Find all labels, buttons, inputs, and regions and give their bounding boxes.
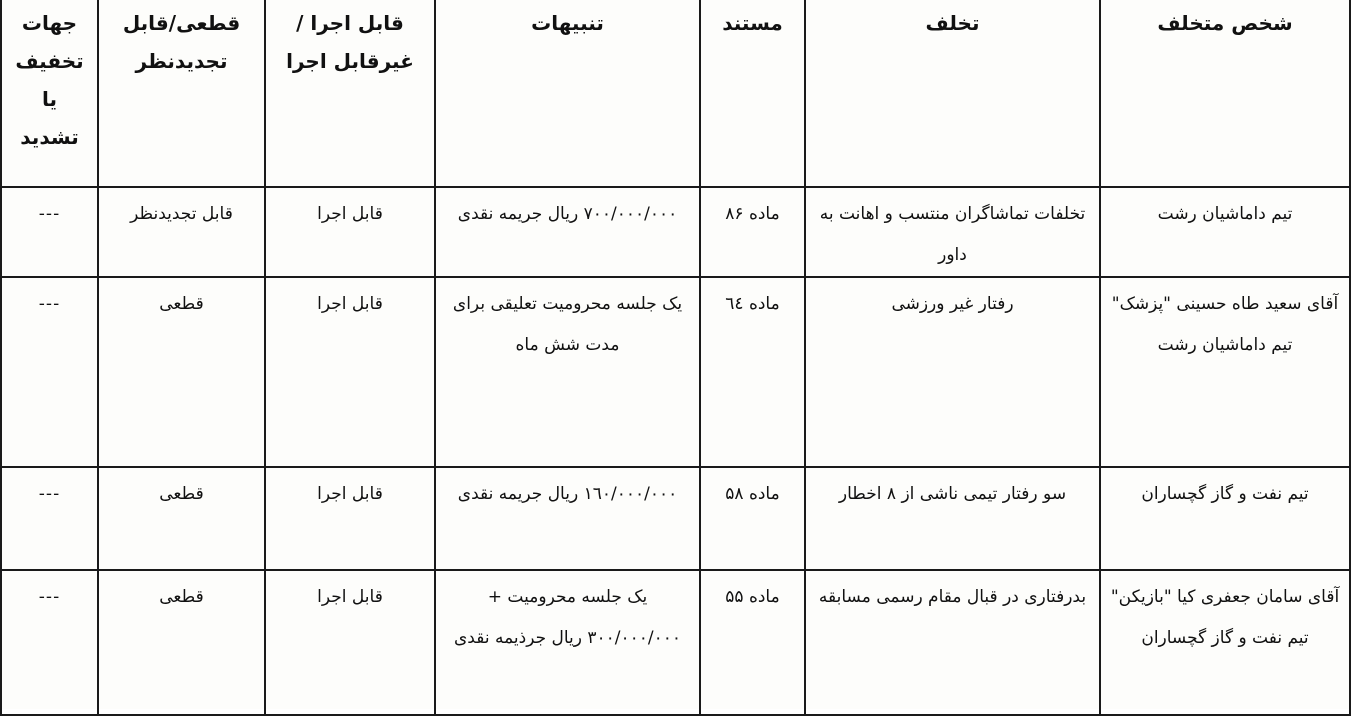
cell-final: قطعی bbox=[98, 467, 265, 570]
cell-mitigation: --- bbox=[1, 467, 98, 570]
header-mitigation: جهات تخفیف یا تشدید bbox=[1, 0, 98, 187]
cell-penalty: یک جلسه محرومیت تعلیقی برای مدت شش ماه bbox=[435, 277, 700, 467]
header-executable: قابل اجرا /غیرقابل اجرا bbox=[265, 0, 435, 187]
table-row bbox=[1, 570, 1350, 715]
header-person: شخص متخلف bbox=[1100, 0, 1350, 187]
cell-violation: تخلفات تماشاگران منتسب و اهانت به داور bbox=[805, 187, 1100, 277]
cell-executable: قابل اجرا bbox=[265, 570, 435, 715]
cell-final: قطعی bbox=[98, 277, 265, 467]
cell-penalty: یک جلسه محرومیت + ۳۰۰/۰۰۰/۰۰۰ ریال جرذیمه نقدی bbox=[435, 570, 700, 715]
cell-mitigation: --- bbox=[1, 277, 98, 467]
cell-person: تیم نفت و گاز گچساران bbox=[1100, 467, 1350, 570]
header-article: مستند bbox=[700, 0, 805, 187]
table-header-row bbox=[1, 0, 1350, 187]
cell-executable: قابل اجرا bbox=[265, 467, 435, 570]
cell-penalty: ۷۰۰/۰۰۰/۰۰۰ ریال جریمه نقدی bbox=[435, 187, 700, 277]
cell-article: ماده ٦٤ bbox=[700, 277, 805, 467]
cell-violation: سو رفتار تیمی ناشی از ۸ اخطار bbox=[805, 467, 1100, 570]
cell-final: قابل تجدیدنظر bbox=[98, 187, 265, 277]
table-row bbox=[1, 187, 1350, 277]
cell-person: آقای سامان جعفری کیا "بازیکن" تیم نفت و گاز گچساران bbox=[1100, 570, 1350, 715]
header-violation: تخلف bbox=[805, 0, 1100, 187]
cell-article: ماده ۵۵ bbox=[700, 570, 805, 715]
cell-executable: قابل اجرا bbox=[265, 187, 435, 277]
cell-mitigation: --- bbox=[1, 187, 98, 277]
cell-final: قطعی bbox=[98, 570, 265, 715]
table-row bbox=[1, 467, 1350, 570]
table-row bbox=[1, 277, 1350, 467]
cell-article: ماده ۸۶ bbox=[700, 187, 805, 277]
header-final: قطعی/قابل تجدیدنظر bbox=[98, 0, 265, 187]
cell-article: ماده ۵۸ bbox=[700, 467, 805, 570]
cell-person: تیم داماشیان رشت bbox=[1100, 187, 1350, 277]
cell-violation: رفتار غیر ورزشی bbox=[805, 277, 1100, 467]
cell-mitigation: --- bbox=[1, 570, 98, 715]
cell-executable: قابل اجرا bbox=[265, 277, 435, 467]
cell-penalty: ۱٦۰/۰۰۰/۰۰۰ ریال جریمه نقدی bbox=[435, 467, 700, 570]
cell-violation: بدرفتاری در قبال مقام رسمی مسابقه bbox=[805, 570, 1100, 715]
header-penalty: تنبیهات bbox=[435, 0, 700, 187]
cell-person: آقای سعید طاه حسینی "پزشک" تیم داماشیان رشت bbox=[1100, 277, 1350, 467]
